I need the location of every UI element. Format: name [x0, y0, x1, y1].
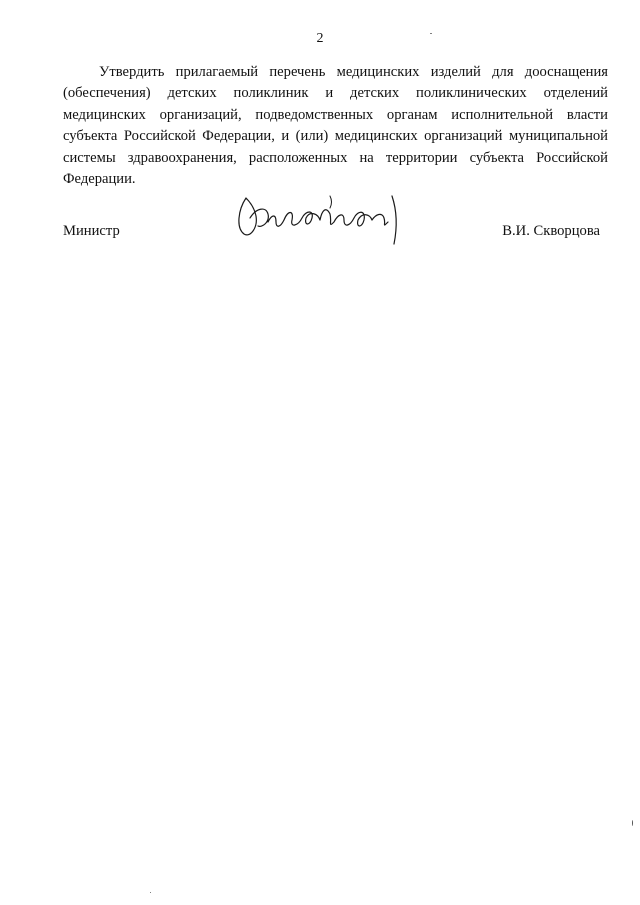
scan-speck	[632, 820, 633, 826]
scan-speck	[150, 892, 151, 893]
scan-speck	[430, 33, 432, 34]
page-number: 2	[316, 31, 324, 46]
body-paragraph: Утвердить прилагаемый перечень медицинских изделий для дооснащения (обеспечения) детских поликлиник и детских поликлинических отделений медицинских организаций, подведомственных органам исполнительной власти субъекта Российской Федерации, и (или) медицинских организаций муниципальной системы здравоохранения, расположенных на территории субъекта Российской Федерации.	[63, 64, 608, 188]
signature-block	[0, 216, 640, 256]
handwritten-signature	[232, 188, 412, 248]
signer-position: Министр	[63, 223, 120, 239]
signer-name: В.И. Скворцова	[502, 223, 600, 239]
